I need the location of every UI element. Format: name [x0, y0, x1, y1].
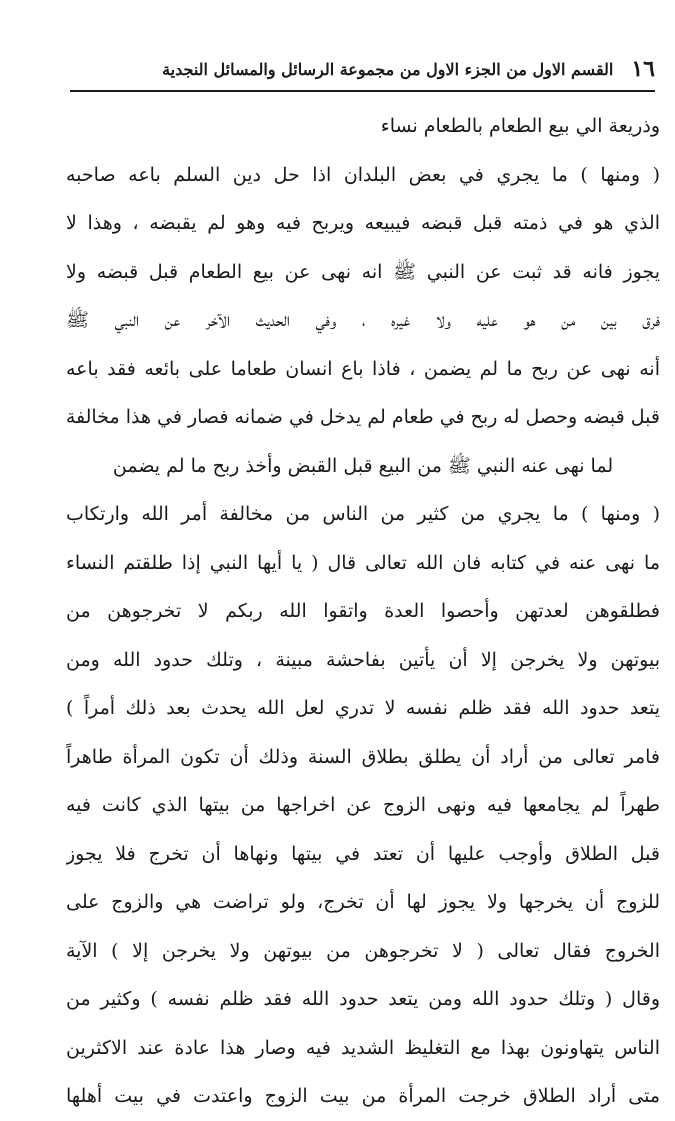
text-line: الذي هو في ذمته قبل قبضه فيبيعه ويربح فيه وهو لم يقبضه ، وهذا لا	[66, 212, 660, 234]
page-number: ١٦	[631, 56, 655, 82]
text-line: وذريعة الي بيع الطعام بالطعام نساء	[380, 115, 660, 137]
text-line: الناس يتهاونون بهذا مع التغليظ الشديد فيه وصار هذا عادة عند الاكثرين	[66, 1036, 660, 1059]
text-line: متى أراد الطلاق خرجت المرأة من بيت الزوج واعتدت في بيت أهلها	[66, 1085, 660, 1107]
text-line: يجوز فانه قد ثبت عن النبي ﷺ انه نهى عن بيع الطعام قبل قبضه ولا	[66, 260, 660, 283]
text-line: فامر تعالى من أراد أن يطلق بطلاق السنة وذلك أن تكون المرأة طاهراً	[66, 745, 660, 768]
text-line: وقال ( وتلك حدود الله ومن يتعد حدود الله فقد ظلم نفسه ) وكثير من	[66, 988, 660, 1010]
text-line: طهراً لم يجامعها فيه ونهى الزوج عن اخراجها من بيتها الذي كانت فيه	[66, 794, 660, 816]
page-header	[70, 52, 655, 86]
body-text	[66, 102, 660, 1121]
text-line: فرق بين من هو عليه ولا غيره ، وفي الحديث الآخر عن النبي ﷺ	[66, 309, 660, 331]
text-line: فطلقوهن لعدتهن وأحصوا العدة واتقوا الله ربكم لا تخرجوهن من	[66, 600, 660, 622]
text-line: أنه نهى عن ربح ما لم يضمن ، فاذا باع انسان طعاما على بائعه فقد باعه	[66, 357, 660, 380]
running-title: القسم الاول من الجزء الاول من مجموعة الرسائل والمسائل النجدية	[162, 59, 614, 79]
text-line: للزوج أن يخرجها ولا يجوز لها أن تخرج، ولو تراضت هي والزوج على	[66, 891, 660, 913]
text-line: يتعد حدود الله فقد ظلم نفسه لا تدري لعل الله يحدث بعد ذلك أمراً )	[66, 697, 660, 719]
text-line: بيوتهن ولا يخرجن إلا أن يأتين بفاحشة مبينة ، وتلك حدود الله ومن	[66, 648, 660, 671]
text-line: ( ومنها ) ما يجري في بعض البلدان اذا حل دين السلم باعه صاحبه	[66, 163, 660, 186]
text-line: الخروج فقال تعالى ( لا تخرجوهن من بيوتهن ولا يخرجن إلا ) الآية	[66, 939, 660, 962]
text-line: قبل الطلاق وأوجب عليها أن تعتد في بيتها ونهاها أن تخرج فلا يجوز	[66, 842, 660, 865]
header-rule	[70, 90, 655, 92]
text-line: ما نهى عنه في كتابه فان الله تعالى قال ( يا أيها النبي إذا طلقتم النساء	[66, 551, 660, 574]
text-line: ( ومنها ) ما يجري من كثير من الناس من مخالفة أمر الله وارتكاب	[66, 503, 660, 525]
text-line: قبل قبضه وحصل له ربح في طعام لم يدخل في ضمانه فصار في هذا مخالفة	[66, 406, 660, 428]
text-line: لما نهى عنه النبي ﷺ من البيع قبل القبض وأخذ ربح ما لم يضمن	[112, 454, 614, 477]
